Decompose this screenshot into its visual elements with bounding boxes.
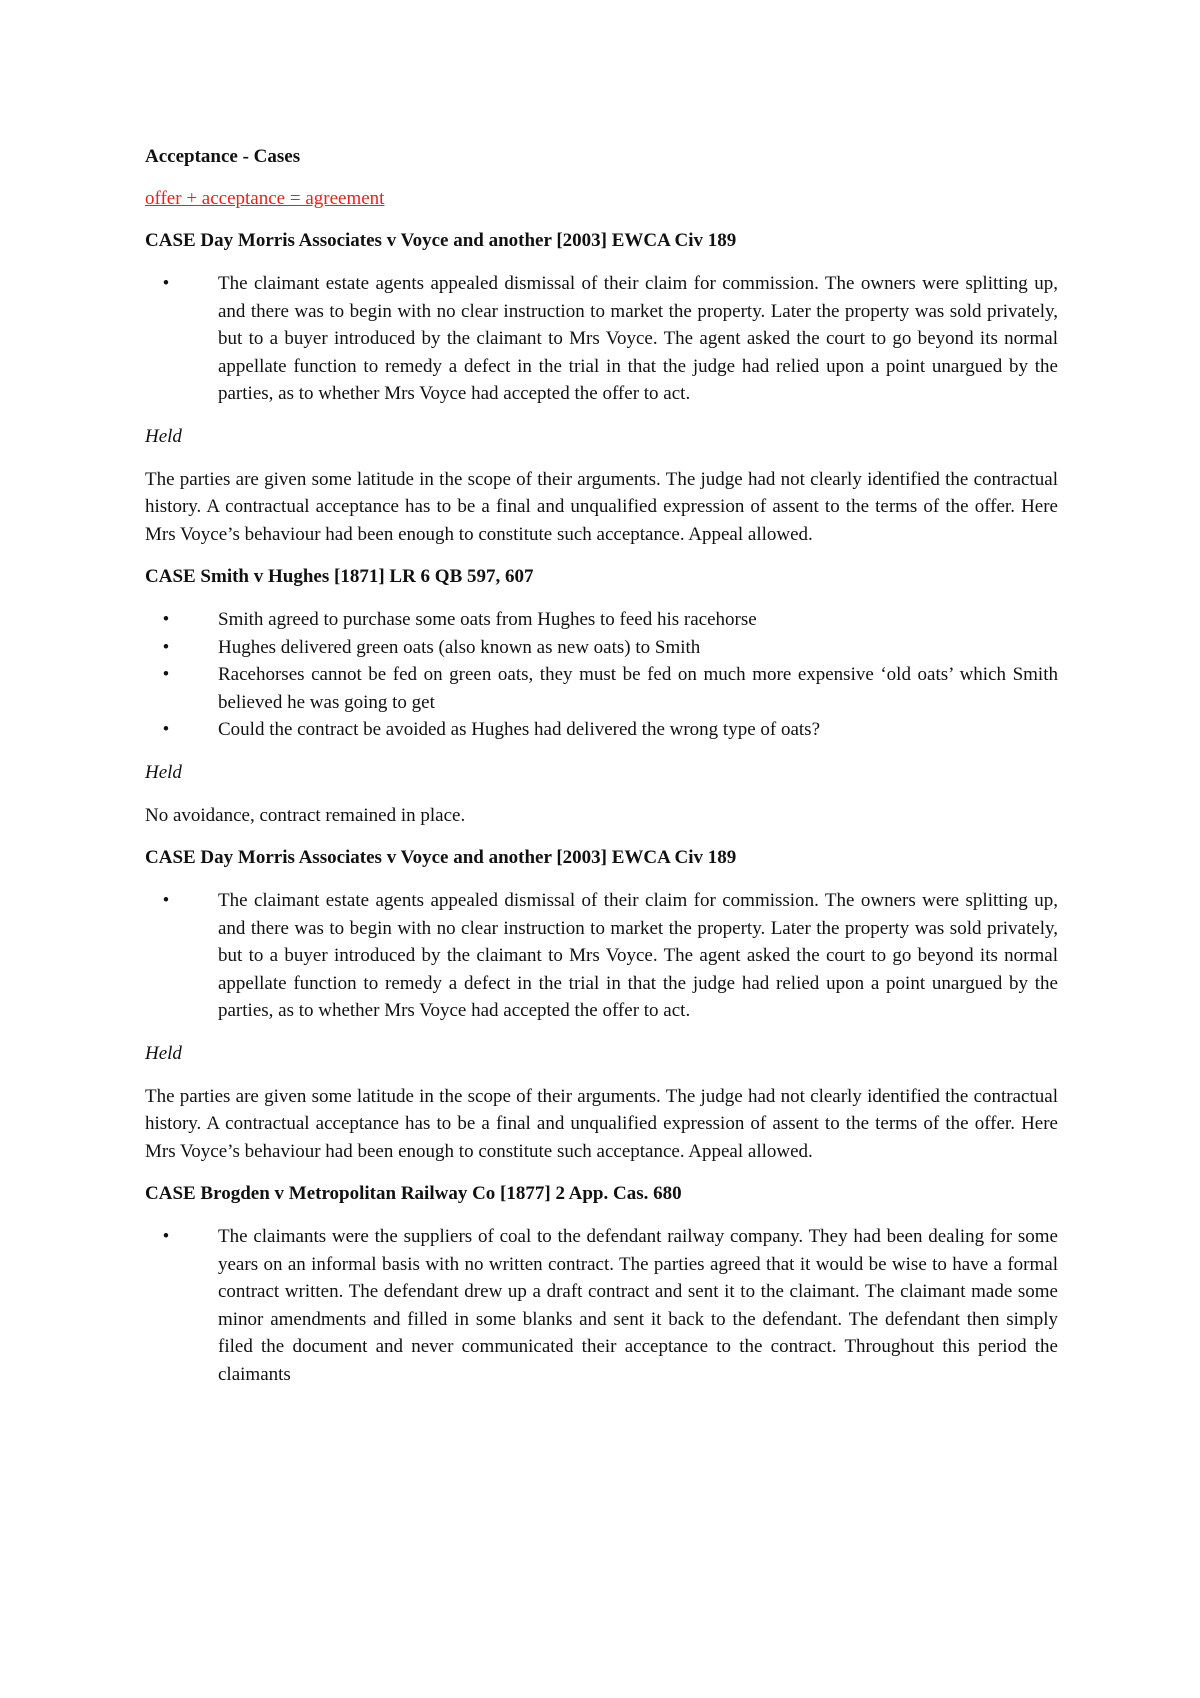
bullet-text: The claimant estate agents appealed dismissal of their claim for commission. The owners were splitting up, and there was to begin with no clear instruction to market the property. Later the property was sold privately, but to a buyer introduced by the claimant to Mrs Voyce. The agent asked the court to go beyond its normal appellate function to remedy a defect in the trial in that the judge had relied upon a point unargued by the parties, as to whether Mrs Voyce had accepted the offer to act.	[218, 890, 1058, 1021]
held-label: Held	[145, 1042, 182, 1064]
bullet-list	[145, 1223, 1058, 1388]
case-section	[145, 845, 1058, 1165]
bullet-text: Racehorses cannot be fed on green oats, they must be fed on much more expensive ‘old oats’ which Smith believed he was going to get	[218, 664, 1058, 713]
bullet-text: Hughes delivered green oats (also known as new oats) to Smith	[218, 636, 701, 658]
bullet-icon: •	[162, 890, 170, 911]
held-label: Held	[145, 425, 182, 447]
bullet-item	[145, 716, 1058, 744]
case-title: CASE Day Morris Associates v Voyce and another [2003] EWCA Civ 189	[145, 230, 737, 251]
case-section	[145, 1181, 1058, 1388]
bullet-icon: •	[162, 664, 170, 685]
bullet-text: The claimants were the suppliers of coal to the defendant railway company. They had been dealing for some years on an informal basis with no written contract. The parties agreed that it would be wise to have a formal contract written. The defendant drew up a draft contract and sent it to the claimant. The claimant made some minor amendments and filled in some blanks and sent it back to the defendant. The defendant then simply filed the document and never communicated their acceptance to the contract. Throughout this period the claimants	[218, 1226, 1058, 1385]
bullet-text: The claimant estate agents appealed dismissal of their claim for commission. The owners were splitting up, and there was to begin with no clear instruction to market the property. Later the property was sold privately, but to a buyer introduced by the claimant to Mrs Voyce. The agent asked the court to go beyond its normal appellate function to remedy a defect in the trial in that the judge had relied upon a point unargued by the parties, as to whether Mrs Voyce had accepted the offer to act.	[218, 273, 1058, 404]
held-text: No avoidance, contract remained in place.	[145, 804, 466, 826]
bullet-text: Smith agreed to purchase some oats from Hughes to feed his racehorse	[218, 609, 757, 630]
bullet-item	[145, 887, 1058, 1025]
bullet-item	[145, 661, 1058, 716]
held-text: The parties are given some latitude in the scope of their arguments. The judge had not clearly identified the contractual history. A contractual acceptance has to be a final and unqualified expression of assent to the terms of the offer. Here Mrs Voyce’s behaviour had been enough to constitute such acceptance. Appeal allowed.	[145, 1085, 1058, 1162]
held-text: The parties are given some latitude in the scope of their arguments. The judge had not clearly identified the contractual history. A contractual acceptance has to be a final and unqualified expression of assent to the terms of the offer. Here Mrs Voyce’s behaviour had been enough to constitute such acceptance. Appeal allowed.	[145, 468, 1058, 545]
bullet-icon: •	[162, 636, 170, 658]
case-section	[145, 564, 1058, 829]
case-section	[145, 228, 1058, 548]
bullet-list	[145, 270, 1058, 408]
case-title: CASE Smith v Hughes [1871] LR 6 QB 597, 607	[145, 566, 534, 587]
bullet-icon: •	[162, 1226, 170, 1247]
bullet-item	[145, 634, 1058, 662]
case-title: CASE Brogden v Metropolitan Railway Co [1877] 2 App. Cas. 680	[145, 1183, 682, 1204]
bullet-item	[145, 606, 1058, 634]
document-title: Acceptance - Cases	[145, 146, 301, 167]
bullet-list	[145, 887, 1058, 1025]
bullet-icon: •	[162, 273, 170, 294]
bullet-item	[145, 270, 1058, 408]
case-title: CASE Day Morris Associates v Voyce and another [2003] EWCA Civ 189	[145, 847, 737, 868]
bullet-item	[145, 1223, 1058, 1388]
bullet-list	[145, 606, 1058, 744]
bullet-text: Could the contract be avoided as Hughes had delivered the wrong type of oats?	[218, 719, 821, 740]
bullet-icon: •	[162, 719, 170, 740]
bullet-icon: •	[162, 609, 170, 630]
tagline: offer + acceptance = agreement	[145, 188, 385, 209]
held-label: Held	[145, 761, 182, 783]
